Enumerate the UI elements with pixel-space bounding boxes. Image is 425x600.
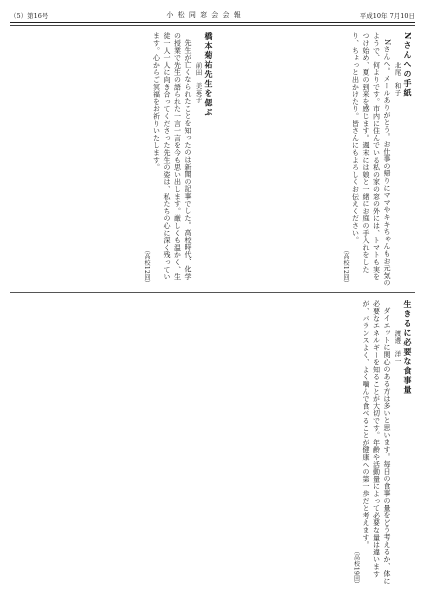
issue-date: 平成10年 7月10日 bbox=[359, 11, 415, 20]
article-body: ダイエットに関心のある方は多いと思います。毎日の食事の量をどう考えるか、体に必要なエネルギーを知ることが大切です。年齢や活動量によって必要な量は違いますが、バランスよく、よく噛んで食べることが健康への第一歩だと考えます。 bbox=[362, 300, 391, 585]
article-credit: （高校19回） bbox=[352, 548, 360, 588]
article-hashimoto bbox=[14, 32, 214, 287]
header-rule bbox=[10, 25, 415, 26]
article-author: 北尾 和子 bbox=[393, 62, 402, 96]
newsletter-title: 小 松 同 窓 会 会 報 bbox=[166, 11, 242, 19]
article-body: 先生が亡くなられたことを知ったのは新聞の記事でした。高校時代、化学の授業で先生の語られた一言一言を今も思い出します。厳しくも温かく、生徒一人一人に向き合ってくださった先生の姿は、私たちの心に深く残っています。心からご冥福をお祈りいたします。 bbox=[152, 32, 192, 281]
article-body: Nさんへ。メールありがとう。お仕事の帰りにママやキキちゃんもお元気のようで、何よりです。市内に住んでいる私の家の窓の外には、トマトも実をつけ始め、夏の到来を感じます。週末には娘と一緒にお庭の手入れをしたり、ちょっと出かけたり。皆さんにもよろしくお伝えください。 bbox=[351, 32, 391, 287]
article-shokuji bbox=[18, 300, 413, 588]
article-author: 渡邊 洋一 bbox=[393, 330, 402, 364]
article-title: Nさんへの手紙 bbox=[403, 32, 413, 98]
article-credit: （高校12回） bbox=[342, 247, 349, 287]
article-nsan bbox=[233, 32, 413, 287]
page-number: （5）第16号 bbox=[10, 11, 49, 20]
article-title: 橋本菊祐先生を偲ぶ bbox=[204, 32, 214, 118]
article-author: 前田 美英子 bbox=[194, 62, 203, 103]
page-header bbox=[10, 8, 415, 23]
section-divider bbox=[10, 292, 415, 293]
article-title: 生きるに必要な食事量 bbox=[403, 300, 413, 395]
article-credit: （高校12回） bbox=[143, 247, 150, 287]
